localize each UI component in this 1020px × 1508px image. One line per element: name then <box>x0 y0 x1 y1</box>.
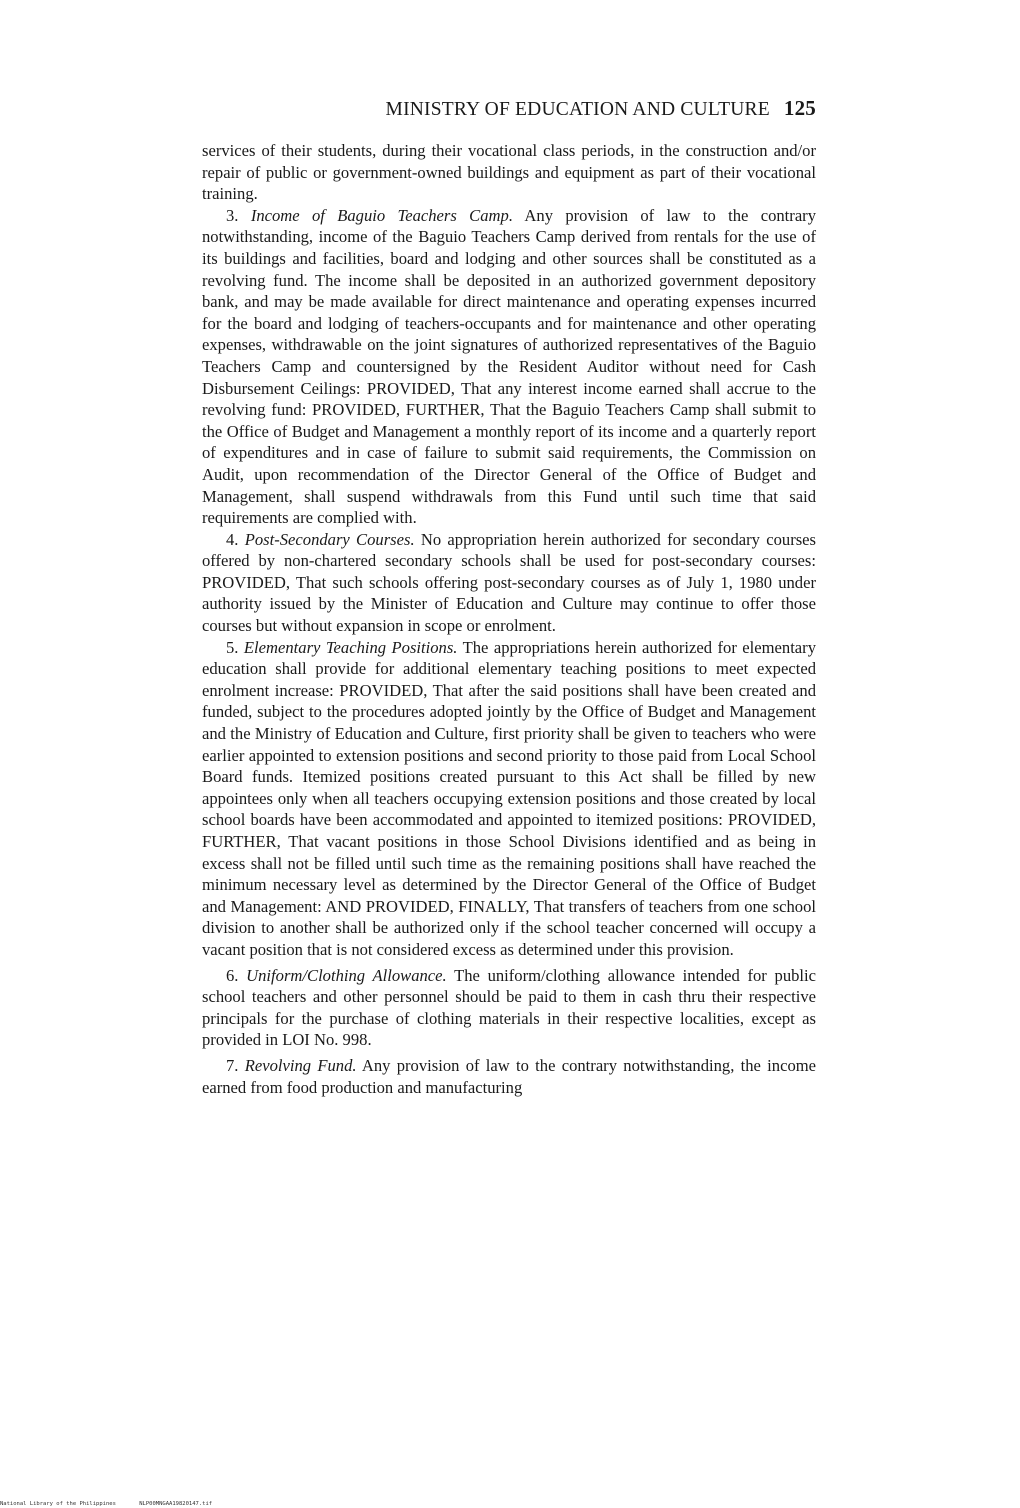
paragraph-text: No appropriation herein authorized for secondary courses offered by non-chartered secondary schools shall be used for post-secondary courses: PROVIDED, That such schools offering post-secondary courses as of July 1, 1980 under authority issued by the Minister of Education and Culture may continue to offer those courses but without expansion in scope or enrolment. <box>202 529 816 636</box>
paragraph-uniform-clothing-allowance <box>202 965 816 1051</box>
paragraph-title: Revolving Fund. <box>244 1055 357 1075</box>
page-number: 125 <box>783 96 816 120</box>
paragraph-title: Elementary Teaching Positions. <box>243 637 458 657</box>
paragraph-title: Post-Secondary Courses. <box>244 529 415 549</box>
paragraph-baguio-teachers-camp <box>202 205 816 529</box>
paragraph-text: Any provision of law to the contrary notwithstanding, the income earned from food production and manufacturing <box>202 1055 817 1097</box>
page-body <box>202 140 816 1098</box>
paragraph-elementary-teaching-positions <box>202 637 816 961</box>
paragraph-title: Income of Baguio Teachers Camp. <box>250 205 513 225</box>
footer-library: National Library of the Philippines <box>0 1501 116 1507</box>
footer-file: NLP00MNGAA19820147.tif <box>139 1501 213 1507</box>
running-head-title: MINISTRY OF EDUCATION AND CULTURE <box>385 99 770 120</box>
paragraph-text: Any provision of law to the contrary notwithstanding, income of the Baguio Teachers Camp derived from rentals for the use of its buildings and facilities, board and lodging and other sources shall be constituted as a revolving fund. The income shall be deposited in an authorized government depository bank, and may be made available for direct maintenance and operating expenses incurred for the board and lodging of teachers-occupants and for maintenance and other operating expenses, withdrawable on the joint signatures of authorized representatives of the Baguio Teachers Camp and countersigned by the Resident Auditor without need for Cash Disbursement Ceilings: PROVIDED, That any interest income earned shall accrue to the revolving fund: PROVIDED, FURTHER, That the Baguio Teachers Camp shall submit to the Office of Budget and Management a monthly report of its income and a quarterly report of expenditures and in case of failure to submit said requirements, the Commission on Audit, upon recommendation of the Director General of the Office of Budget and Management, shall suspend withdrawals from this Fund until such time that said requirements are complied with. <box>202 205 817 528</box>
paragraph-number: 5. <box>226 637 239 657</box>
paragraph-number: 6. <box>226 965 239 985</box>
paragraph-text: The uniform/clothing allowance intended for public school teachers and other personnel should be paid to them in cash thru their respective principals for the purchase of clothing materials in their respective localities, except as provided in LOI No. 998. <box>202 965 816 1050</box>
paragraph-text: The appropriations herein authorized for elementary education shall provide for additional elementary teaching positions to meet expected enrolment increase: PROVIDED, That after the said positions shall have been created and funded, subject to the procedures adopted jointly by the Office of Budget and Management and the Ministry of Education and Culture, first priority shall be given to teachers who were earlier appointed to extension positions and second priority to those paid from Local School Board funds. Itemized positions created pursuant to this Act shall be filled by new appointees only when all teachers occupying extension positions and those created by local school boards have been accommodated and appointed to itemized positions: PROVIDED, FURTHER, That vacant positions in those School Divisions identified and as being in excess shall not be filled until such time as the remaining positions shall have reached the minimum necessary level as determined by the Director General of the Office of Budget and Management: AND PROVIDED, FINALLY, That transfers of teachers from one school division to another shall be authorized only if the school teacher concerned will occupy a vacant position that is not considered excess as determined under this provision. <box>202 637 816 959</box>
paragraph-text: services of their students, during their vocational class periods, in the construction and/or repair of public or government-owned buildings and equipment as part of their vocational training. <box>202 141 816 204</box>
scan-footer <box>0 1501 212 1507</box>
paragraph-revolving-fund <box>202 1055 816 1098</box>
body-text <box>202 140 816 1098</box>
paragraph-number: 4. <box>226 529 239 549</box>
paragraph-post-secondary-courses <box>202 529 816 637</box>
running-head <box>202 96 816 121</box>
paragraph-continuation <box>202 140 816 205</box>
paragraph-title: Uniform/Clothing Allowance. <box>246 965 447 985</box>
paragraph-number: 3. <box>226 205 239 225</box>
paragraph-number: 7. <box>226 1055 239 1075</box>
